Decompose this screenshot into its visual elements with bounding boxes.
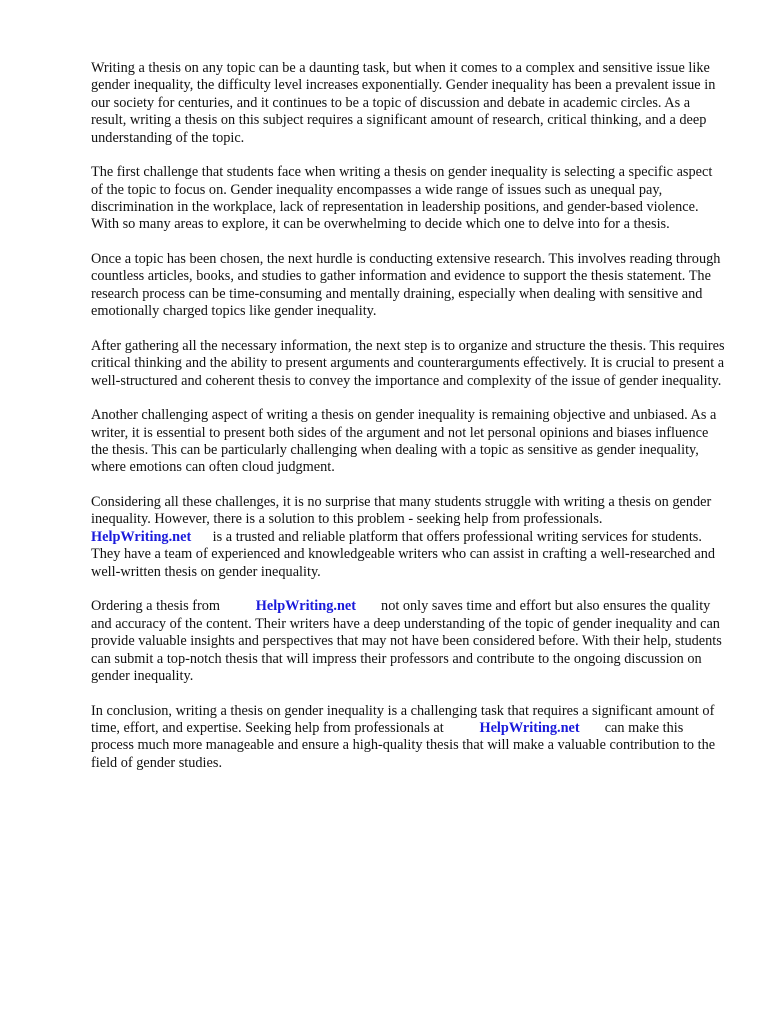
document-body (91, 60, 726, 789)
paragraph-intro: Writing a thesis on any topic can be a daunting task, but when it comes to a complex and sensitive issue like gender inequality, the difficulty level increases exponentially. Gender inequality has been a prevalent issue in our society for centuries, and it continues to be a topic of discussion and debate in academic circles. As a result, writing a thesis on this subject requires a significant amount of research, critical thinking, and a deep understanding of the topic. (91, 60, 716, 146)
paragraph-solution-text-before: Considering all these challenges, it is no surprise that many students struggle with writing a thesis on gender inequality. However, there is a solution to this problem - seeking help from professionals. (91, 494, 712, 528)
paragraph-organize: After gathering all the necessary information, the next step is to organize and structure the thesis. This requires critical thinking and the ability to present arguments and counterarguments effectively. It is crucial to present a well-structured and coherent thesis to convey the importance and complexity of the issue of gender inequality. (91, 337, 725, 389)
paragraph-conclusion (91, 703, 726, 773)
paragraph-first-challenge: The first challenge that students face when writing a thesis on gender inequality is selecting a specific aspect of the topic to focus on. Gender inequality encompasses a wide range of issues such as unequal pay, discrimination in the workplace, lack of representation in leadership positions, and gender-based violence. With so many areas to explore, it can be overwhelming to decide which one to delve into for a thesis. (91, 164, 713, 233)
helpwriting-link[interactable]: HelpWriting.net (479, 719, 580, 736)
helpwriting-link[interactable]: HelpWriting.net (255, 598, 357, 615)
paragraph-ordering (91, 598, 726, 685)
paragraph-research: Once a topic has been chosen, the next hurdle is conducting extensive research. This involves reading through countless articles, books, and studies to gather information and evidence to support the thesis statement. The research process can be time-consuming and mentally draining, especially when dealing with sensitive and emotionally charged topics like gender inequality. (91, 251, 721, 320)
paragraph-ordering-text-before: Ordering a thesis from (91, 598, 221, 615)
paragraph-objectivity: Another challenging aspect of writing a thesis on gender inequality is remaining objective and unbiased. As a writer, it is essential to present both sides of the argument and not let personal opinions and biases influence the thesis. This can be particularly challenging when dealing with a topic as sensitive as gender inequality, where emotions can often cloud judgment. (91, 407, 717, 476)
paragraph-solution (91, 494, 726, 581)
paragraph-solution-text-after: is a trusted and reliable platform that offers professional writing services for students. They have a team of experienced and knowledgeable writers who can assist in crafting a well-researched and well-written thesis on gender inequality. (91, 528, 716, 580)
paragraph-conclusion-text-after: can make this process much more manageable and ensure a high-quality thesis that will make a valuable contribution to the field of gender studies. (91, 719, 716, 771)
helpwriting-link[interactable]: HelpWriting.net (91, 528, 192, 545)
paragraph-conclusion-text-before: In conclusion, writing a thesis on gender inequality is a challenging task that requires a significant amount of time, effort, and expertise. Seeking help from professionals at (91, 702, 715, 736)
paragraph-ordering-text-after: not only saves time and effort but also ensures the quality and accuracy of the content. Their writers have a deep understanding of the topic of gender inequality and can provide valuable insights and perspectives that may not have been considered before. With their help, students can submit a top-notch thesis that will impress their professors and contribute to the ongoing discussion on gender inequality. (91, 598, 722, 684)
